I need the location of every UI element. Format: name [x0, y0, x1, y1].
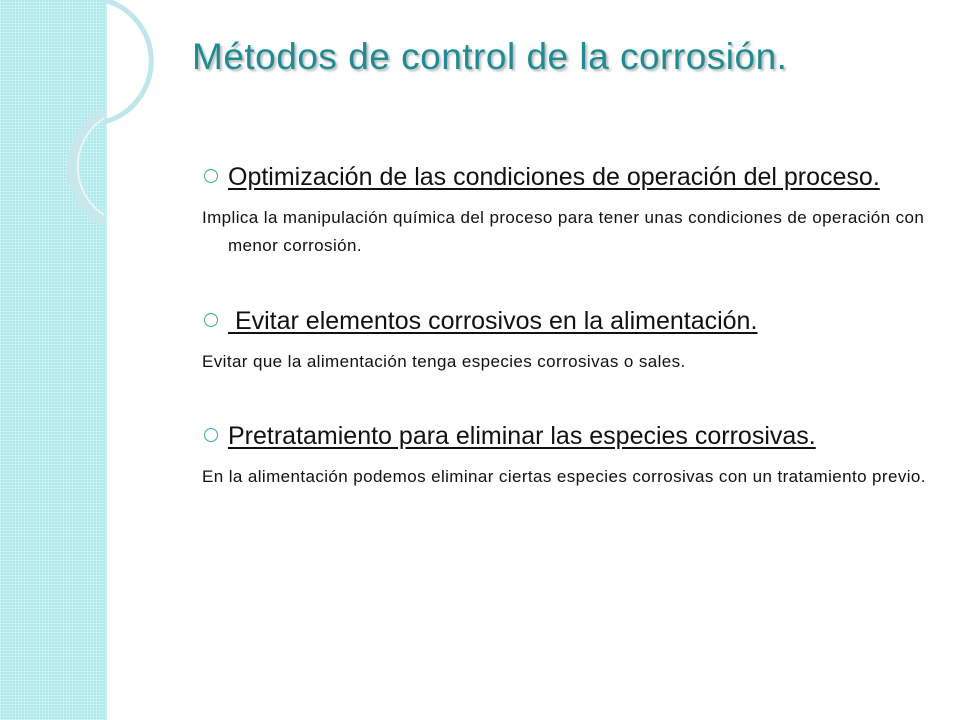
- bullet-item: [202, 302, 942, 340]
- slide-title: Métodos de control de la corrosión.: [192, 36, 788, 77]
- bullet-heading: Optimización de las condiciones de operación del proceso.: [228, 163, 880, 191]
- bullet-description: Implica la manipulación química del proceso para tener unas condiciones de operación con menor corrosión.: [202, 208, 925, 255]
- bullet-heading: Pretratamiento para eliminar las especies corrosivas.: [228, 422, 816, 450]
- bullet-description: Evitar que la alimentación tenga especies corrosivas o sales.: [202, 352, 686, 371]
- circle-bullet-icon: [204, 313, 218, 327]
- slide-content: [202, 158, 942, 491]
- circle-bullet-icon: [204, 428, 218, 442]
- ring-decoration-icon: [0, 0, 200, 240]
- circle-bullet-icon: [204, 169, 218, 183]
- bullet-item: [202, 158, 942, 196]
- bullet-description: En la alimentación podemos eliminar ciertas especies corrosivas con un tratamiento previo.: [202, 467, 926, 486]
- bullet-item: [202, 417, 942, 455]
- bullet-heading: Evitar elementos corrosivos en la alimentación.: [228, 307, 758, 335]
